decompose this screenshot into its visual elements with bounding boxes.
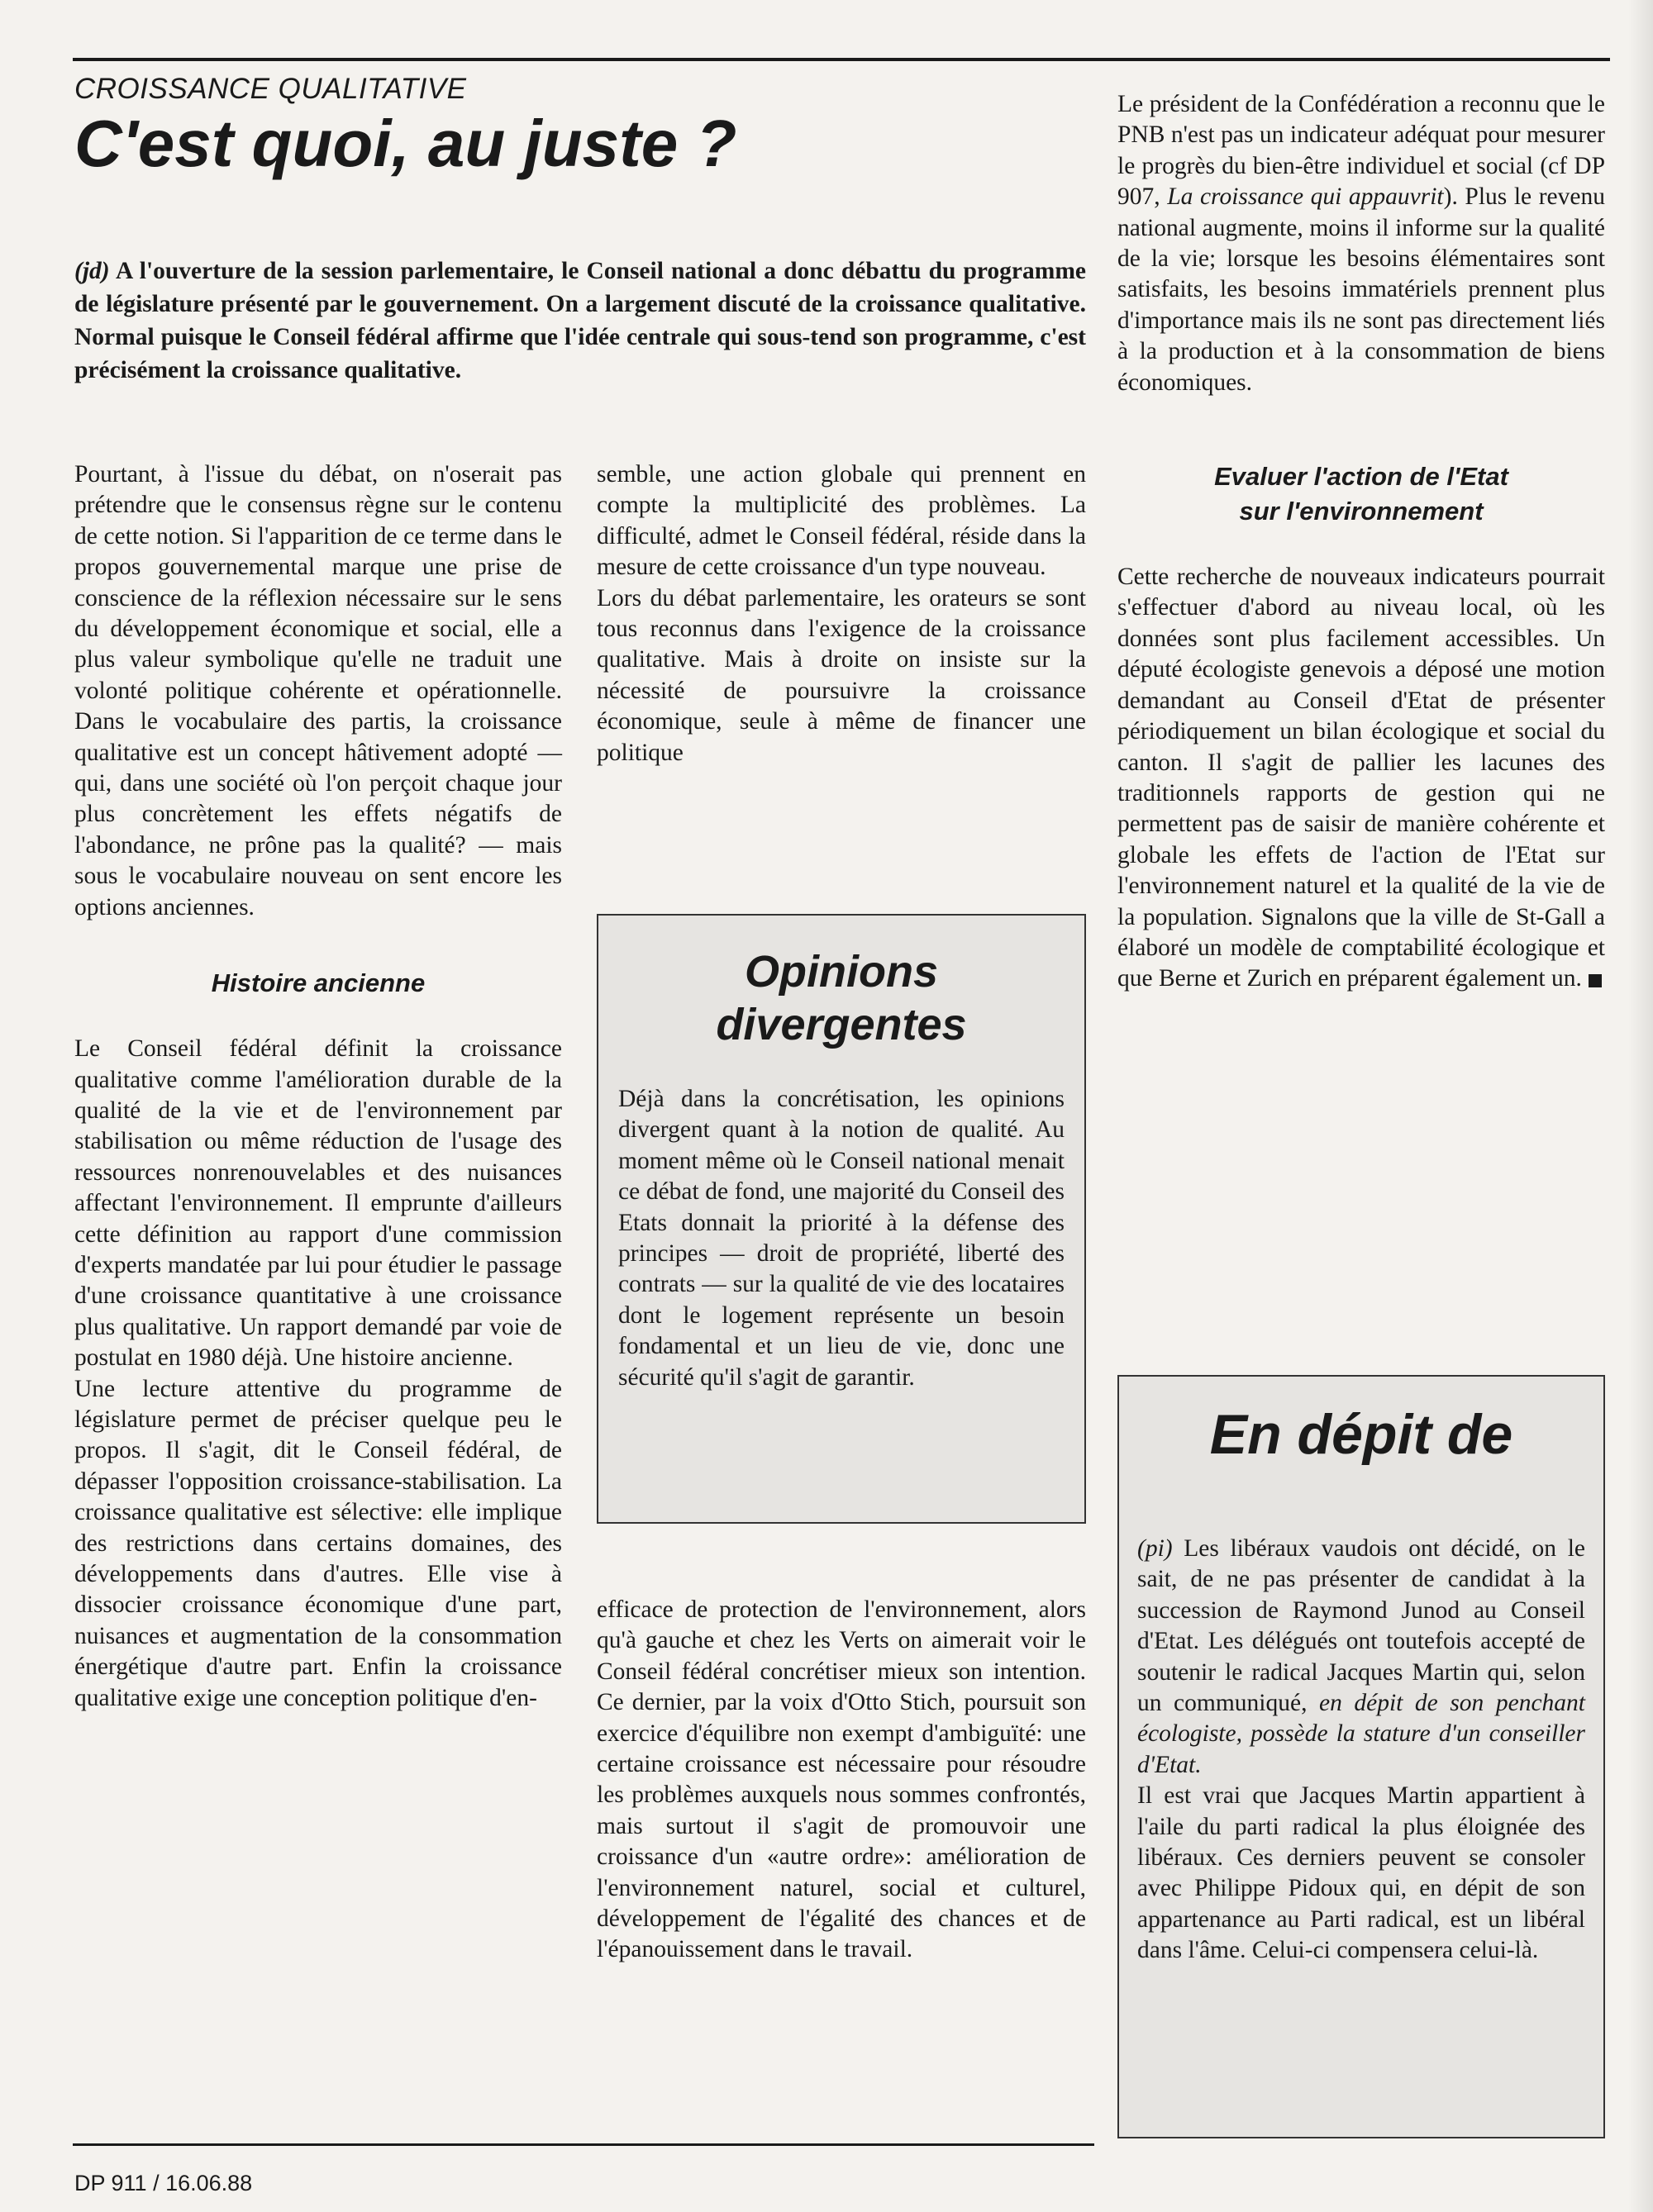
col2-para2: Lors du débat parlementaire, les orateurs se sont tous reconnus dans l'exigence de la croissance qualitative. Mais à droite on insiste sur la nécessité de poursuivre la croissance économique, seule à même de financer une politique <box>597 584 1086 766</box>
column-1 <box>74 459 562 1714</box>
subhead-evaluer: Evaluer l'action de l'Etat sur l'environnement <box>1214 462 1508 526</box>
top-rule <box>73 58 1610 61</box>
article-header <box>74 73 1091 182</box>
quoted-communique: en dépit de son penchant écologiste, possède la stature d'un conseiller d'Etat. <box>1137 1690 1585 1778</box>
en-depit-byline: (pi) <box>1137 1535 1173 1562</box>
col1-para2: Le Conseil fédéral définit la croissance qualitative comme l'amélioration durable de la qualité de la vie et de l'environnement par stabilisation ou même réduction de l'usage des ressources nonrenouvelables et des nuisances affectant l'environnement. Il emprunte d'ailleurs cette définition au rapport d'une commission d'experts mandatée par lui pour étudier le passage d'une croissance quantitative à une croissance plus qualitative. Un rapport demandé par voie de postulat en 1980 déjà. Une histoire ancienne. <box>74 1035 562 1372</box>
col2-para3: efficace de protection de l'environnement, alors qu'à gauche et chez les Verts on aimerait voir le Conseil fédéral concrétiser mieux son intention. Ce dernier, par la voix d'Otto Stich, poursuit son exercice d'équilibre non exempt d'ambiguïté: une certaine croissance est nécessaire pour résoudre les problèmes auxquels nous sommes confrontés, mais surtout il s'agit de promouvoir une croissance d'un «autre ordre»: amélioration de l'environnement naturel, social et culturel, développement de l'égalité des chances et de l'épanouissement dans le travail. <box>597 1596 1086 1963</box>
opinions-title-line2: divergentes <box>716 1000 967 1049</box>
col1-para3: Une lecture attentive du programme de législature permet de préciser quelque peu le propos. Il s'agit, dit le Conseil fédéral, de dépasser l'opposition croissance-stabilisation. La croissance qualitative est sélective: elle implique des restrictions dans certains domaines, des développements dans d'autres. Elle vise à dissocier croissance économique d'une part, nuisances et augmentation de la consommation énergétique d'autre part. Enfin la croissance qualitative exige une conception politique d'en- <box>74 1375 562 1711</box>
column-2-bottom <box>597 1595 1086 1966</box>
page-footer: DP 911 / 16.06.88 <box>74 2171 253 2195</box>
sidebar-opinions-divergentes <box>597 914 1086 1524</box>
kicker: CROISSANCE QUALITATIVE <box>74 73 467 105</box>
col3-para1: Le président de la Confédération a reconnu que le PNB n'est pas un indicateur adéquat pour mesurer le progrès du bien-être individuel et social (cf DP 907, La croissance qui appauvrit). Plus le revenu national augmente, moins il informe sur la qualité de la vie; lorsque les besoins élémentaires sont satisfaits, les besoins immatériels prennent plus d'importance mais ils ne sont pas directement liés à la production et à la consommation de biens économiques. <box>1117 91 1605 396</box>
col1-para1: Pourtant, à l'issue du débat, on n'oserait pas prétendre que le consensus règne sur le contenu de cette notion. Si l'apparition de ce terme dans le propos gouvernemental marque une prise de conscience de la réflexion nécessaire sur le sens du développement économique et social, elle a plus valeur symbolique qu'elle ne traduit une volonté politique cohérente et opérationnelle. Dans le vocabulaire des partis, la croissance qualitative est un concept hâtivement adopté — qui, dans une société où l'on perçoit chaque jour plus concrètement les effets négatifs de l'abondance, ne prône pas la qualité? — mais sous le vocabulaire nouveau on sent encore les options anciennes. <box>74 461 562 920</box>
page-edge-shadow <box>1628 0 1653 2212</box>
lead-text: A l'ouverture de la session parlementaire, le Conseil national a donc débattu du programme de législature présenté par le gouvernement. On a largement discuté de la croissance qualitative. Normal puisque le Conseil fédéral affirme que l'idée centrale qui sous-tend son programme, c'est précisément la croissance qualitative. <box>74 258 1086 383</box>
lead-paragraph <box>74 254 1086 387</box>
en-depit-title: En dépit de <box>1209 1403 1513 1466</box>
column-2-top <box>597 459 1086 768</box>
col2-para1: semble, une action globale qui prennent en compte la multiplicité des problèmes. La difficulté, admet le Conseil fédéral, réside dans la mesure de cette croissance d'un type nouveau. <box>597 461 1086 581</box>
col3-para2: Cette recherche de nouveaux indicateurs pourrait s'effectuer d'abord au niveau local, où les données sont plus facilement accessibles. Un député écologiste genevois a déposé une motion demandant au Conseil d'Etat de présenter périodiquement un bilan écologique et social du canton. Il s'agit de pallier les lacunes des traditionnels rapports de gestion qui ne permettent pas de saisir de manière cohérente et globale les effets de l'action de l'Etat sur l'environnement naturel et la qualité de la vie de la population. Signalons que la ville de St-Gall a élaboré un modèle de comptabilité écologique et que Berne et Zurich en préparent également un. <box>1117 564 1605 992</box>
cited-title: La croissance qui appauvrit <box>1167 183 1444 211</box>
lead-byline: (jd) <box>74 258 110 284</box>
bottom-rule <box>73 2143 1094 2146</box>
opinions-body: Déjà dans la concrétisation, les opinions divergent quant à la notion de qualité. Au moment même où le Conseil national menait ce débat de fond, une majorité du Conseil des Etats donnait la priorité à la défense des principes — droit de propriété, liberté des contrats — sur la qualité de vie des locataires dont le logement représente un besoin fondamental et un lieu de vie, donc une sécurité qu'il s'agit de garantir. <box>618 1086 1065 1391</box>
opinions-title-line1: Opinions <box>745 947 938 997</box>
en-depit-body: (pi) Les libéraux vaudois ont décidé, on le sait, de ne pas présenter de candidat à la succession de Raymond Junod au Conseil d'Etat. Les délégués ont toutefois accepté de soutenir le radical Jacques Martin qui, selon un communiqué, en dépit de son penchant écologiste, possède la stature d'un conseiller d'Etat. Il est vrai que Jacques Martin appartient à l'aile du parti radical la plus éloignée des libéraux. Ces derniers peuvent se consoler avec Philippe Pidoux qui, en dépit de son appartenance au Parti radical, est un libéral dans l'âme. Celui-ci compensera celui-là. <box>1137 1534 1585 1967</box>
end-of-article-mark <box>1589 974 1602 987</box>
en-depit-para2: Il est vrai que Jacques Martin appartient à l'aile du parti radical la plus éloignée des libéraux. Ces derniers peuvent se consoler avec Philippe Pidoux qui, en dépit de son appartenance au Parti radical, est un libéral dans l'âme. Celui-ci compensera celui-là. <box>1137 1782 1585 1964</box>
headline: C'est quoi, au juste ? <box>74 107 737 180</box>
column-3 <box>1117 89 1605 995</box>
sidebar-en-depit-de <box>1117 1375 1605 2138</box>
subhead-histoire: Histoire ancienne <box>211 968 426 998</box>
